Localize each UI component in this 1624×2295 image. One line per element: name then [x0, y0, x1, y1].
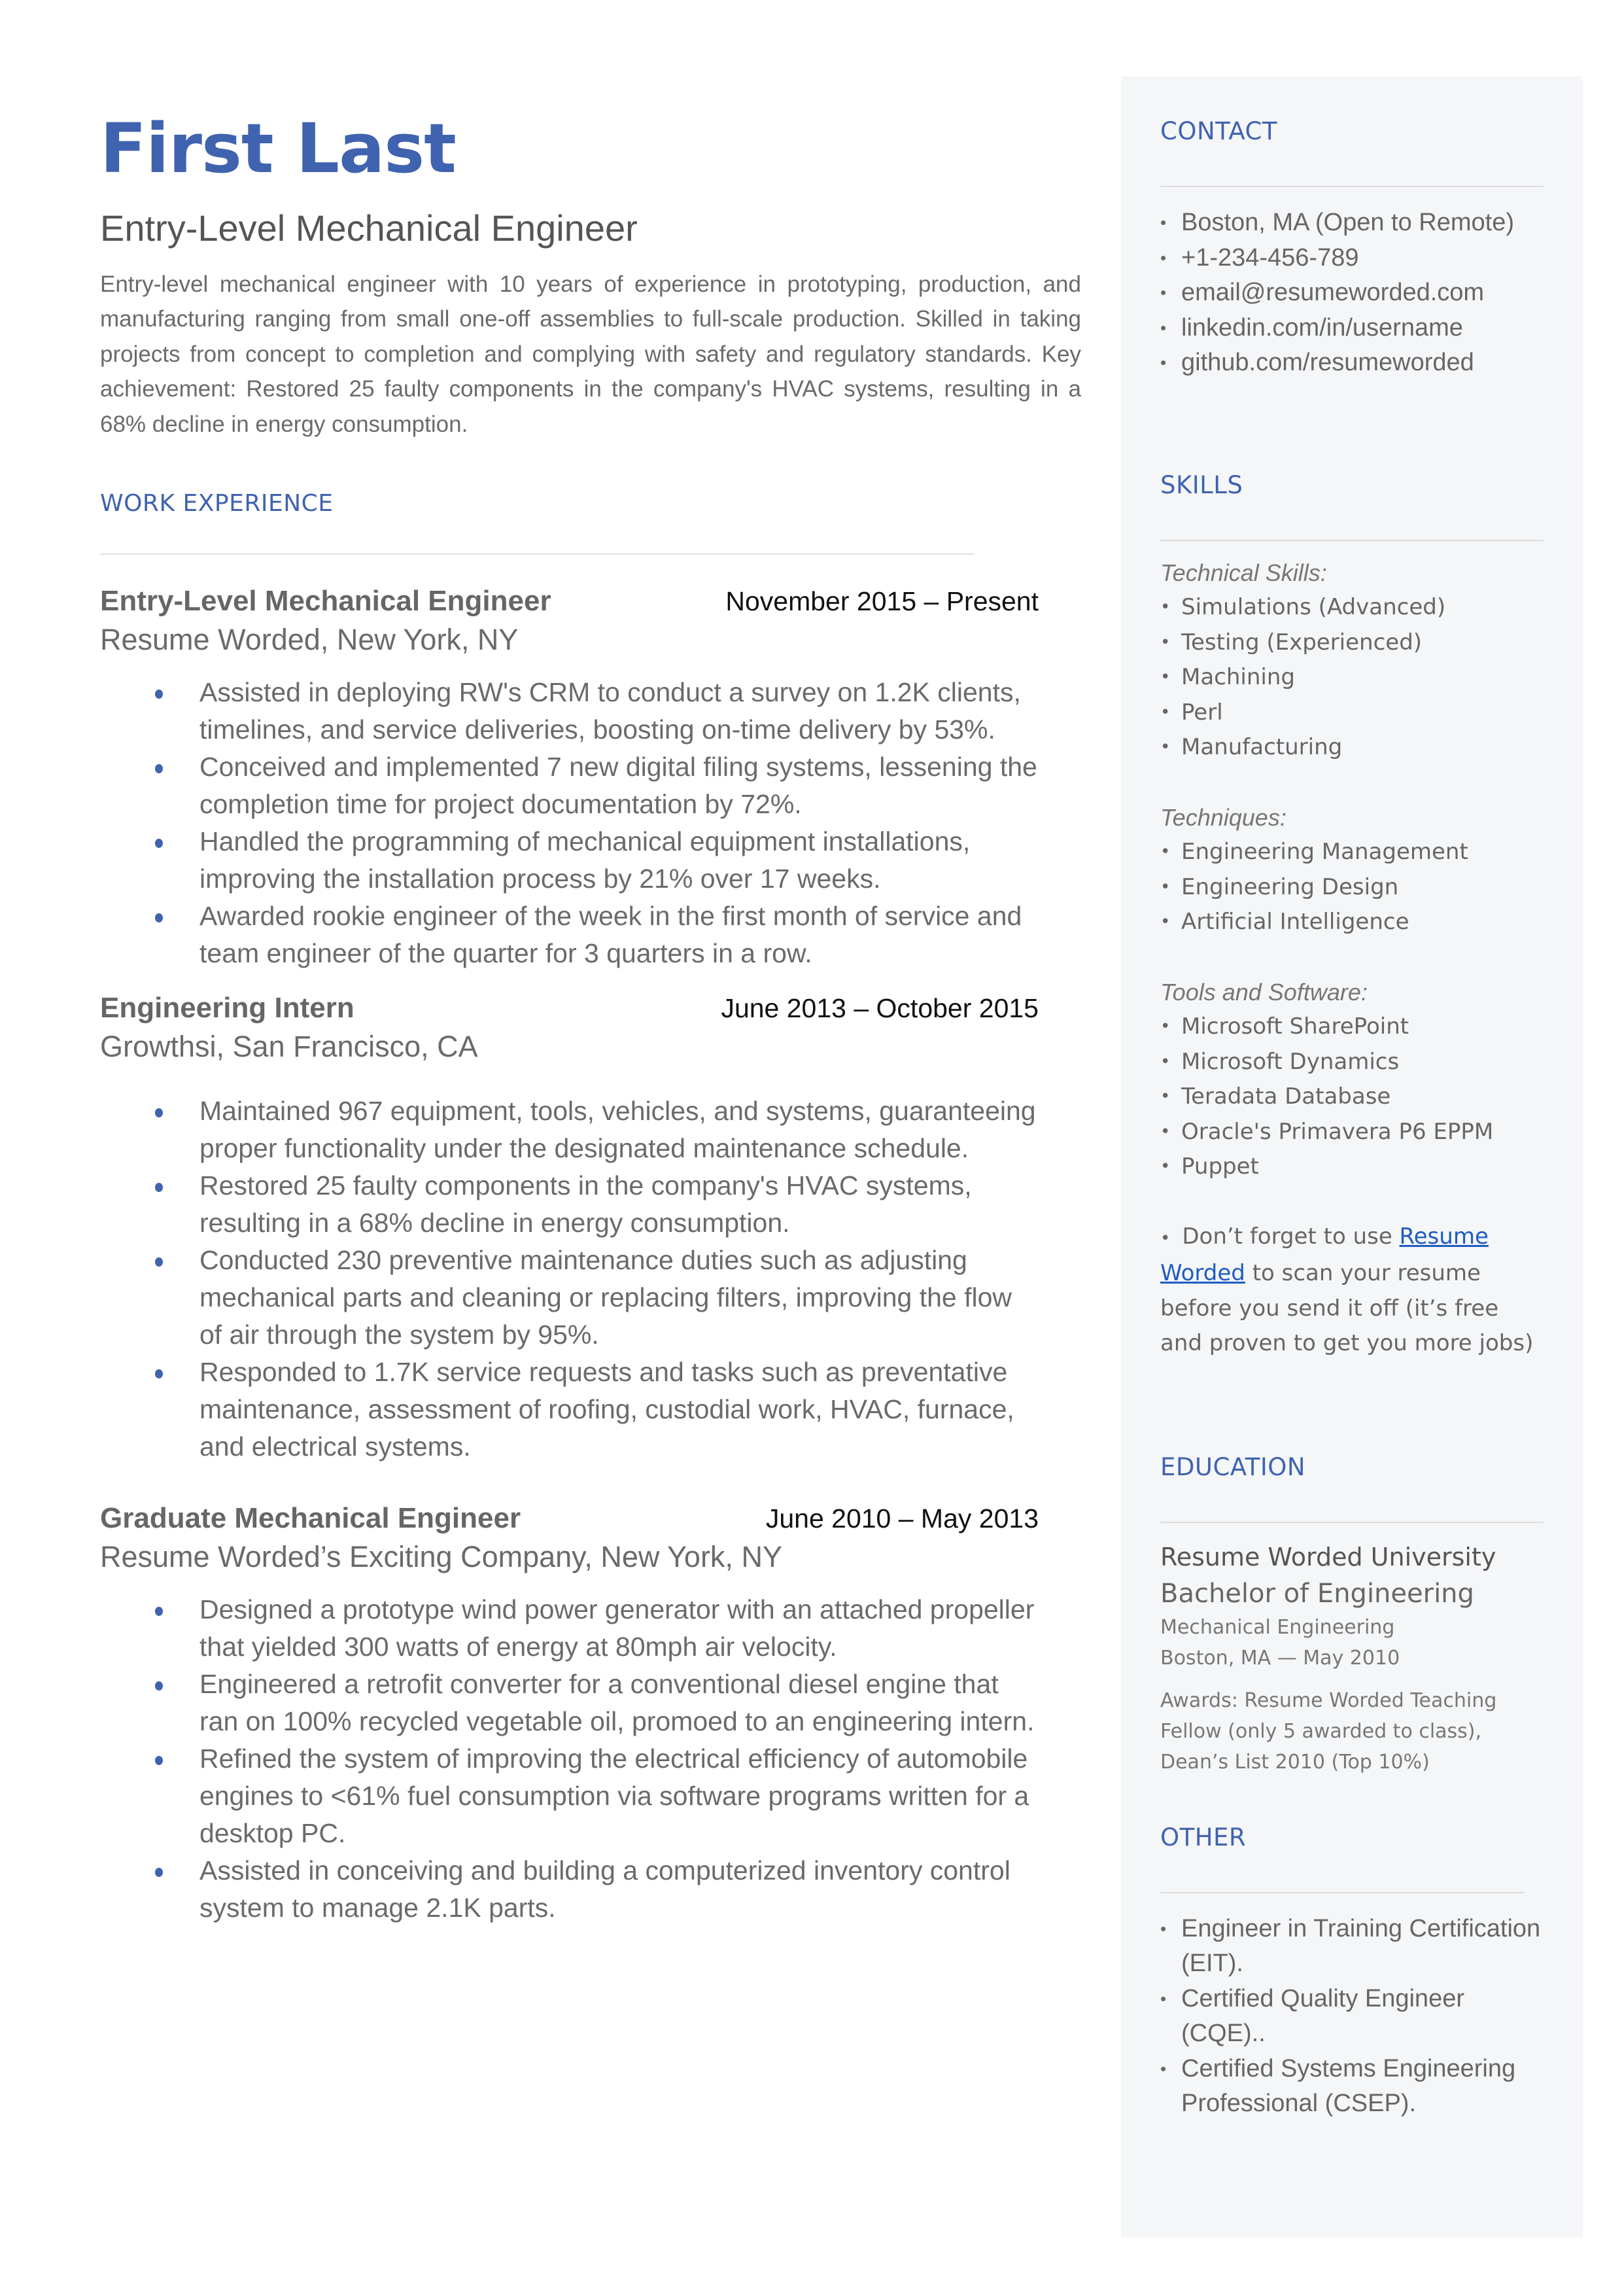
- skill-item: • Teradata Database: [1160, 1079, 1544, 1115]
- main-column: [100, 111, 1081, 1927]
- education-heading: EDUCATION: [1160, 1452, 1306, 1481]
- resume-worded-link[interactable]: Resume Worded: [1160, 1223, 1489, 1286]
- job-dates: June 2010 – May 2013: [765, 1503, 1039, 1534]
- summary-paragraph: Entry-level mechanical engineer with 10 years of experience in prototyping, production, and manufacturing ranging from small one-off assemblies to full-scale production. Skilled in taking projects from concept to completion and complying with safety and regulatory standards. Key achievement: Restored 25 faulty components in the company's HVAC systems, resulting in a 68% decline in energy consumption.: [100, 271, 1081, 437]
- contact-linkedin[interactable]: • linkedin.com/in/username: [1160, 311, 1544, 346]
- job-bullet: Engineered a retrofit converter for a conventional diesel engine that ran on 100% recycled vegetable oil, promoed to an engineering intern.: [199, 1666, 1039, 1740]
- job-company: Growthsi, San Francisco, CA: [100, 1030, 478, 1064]
- education-degree: Bachelor of Engineering: [1160, 1578, 1474, 1609]
- bullet-icon: •: [1160, 1228, 1171, 1248]
- education-field: Mechanical Engineering: [1160, 1615, 1395, 1639]
- job-bullets: [100, 1093, 1039, 1465]
- skill-category-label: Technical Skills:: [1160, 559, 1327, 586]
- contact-location: • Boston, MA (Open to Remote): [1160, 205, 1544, 241]
- job-header: [100, 992, 1039, 1025]
- contact-heading: CONTACT: [1160, 117, 1277, 145]
- skill-list: [1160, 835, 1544, 940]
- job-bullet: Conceived and implemented 7 new digital filing systems, lessening the completion time for project documentation by 72%.: [199, 748, 1039, 823]
- tip-suffix: to scan your resume before you send it off (it’s free and proven to get you more jobs): [1160, 1260, 1534, 1356]
- job-bullets: [100, 674, 1039, 972]
- skills-heading: SKILLS: [1160, 470, 1243, 499]
- job-header: [100, 585, 1039, 618]
- section-divider: [1160, 1522, 1544, 1523]
- other-heading: OTHER: [1160, 1823, 1247, 1851]
- other-list: [1160, 1912, 1544, 2122]
- section-divider: [1160, 186, 1544, 187]
- education-location-date: Boston, MA — May 2010: [1160, 1646, 1400, 1670]
- job-entry: [100, 992, 1039, 1465]
- job-bullet: Assisted in deploying RW's CRM to conduct a survey on 1.2K clients, timelines, and service deliveries, boosting on-time delivery by 53%.: [199, 674, 1039, 748]
- skill-item: • Manufacturing: [1160, 730, 1544, 765]
- job-dates: November 2015 – Present: [725, 586, 1039, 617]
- tip-prefix: Don’t forget to use: [1182, 1223, 1400, 1250]
- certification-item: • Engineer in Training Certification (EIT).: [1160, 1912, 1544, 1982]
- work-experience-heading: WORK EXPERIENCE: [100, 490, 334, 517]
- skill-list: [1160, 1009, 1544, 1185]
- contact-email[interactable]: • email@resumeworded.com: [1160, 275, 1544, 311]
- job-title: Graduate Mechanical Engineer: [100, 1502, 521, 1535]
- education-awards: Awards: Resume Worded Teaching Fellow (only 5 awarded to class), Dean’s List 2010 (Top 10%): [1160, 1689, 1497, 1774]
- job-bullets: [100, 1591, 1039, 1927]
- skill-item: • Oracle's Primavera P6 EPPM: [1160, 1115, 1544, 1150]
- contact-phone[interactable]: • +1-234-456-789: [1160, 241, 1544, 276]
- job-title: Engineering Intern: [100, 992, 354, 1025]
- job-bullet: Responded to 1.7K service requests and tasks such as preventative maintenance, assessment of roofing, custodial work, HVAC, furnace, and electrical systems.: [199, 1354, 1039, 1465]
- skill-item: • Perl: [1160, 695, 1544, 731]
- job-bullet: Handled the programming of mechanical equipment installations, improving the installation process by 21% over 17 weeks.: [199, 823, 1039, 898]
- section-divider: [100, 553, 975, 555]
- candidate-title: Entry-Level Mechanical Engineer: [100, 207, 638, 249]
- job-dates: June 2013 – October 2015: [721, 993, 1039, 1024]
- candidate-name: First Last: [100, 109, 456, 188]
- job-bullet: Refined the system of improving the electrical efficiency of automobile engines to <61% fuel consumption via software programs written for a desktop PC.: [199, 1740, 1039, 1852]
- job-title: Entry-Level Mechanical Engineer: [100, 585, 551, 618]
- education-school: Resume Worded University: [1160, 1542, 1496, 1571]
- sidebar-content: [1160, 117, 1544, 2122]
- skill-item: • Microsoft Dynamics: [1160, 1045, 1544, 1080]
- skill-category-label: Techniques:: [1160, 803, 1287, 831]
- job-bullet: Awarded rookie engineer of the week in the first month of service and team engineer of the quarter for 3 quarters in a row.: [199, 898, 1039, 972]
- skill-item: • Engineering Design: [1160, 870, 1544, 905]
- skill-item: • Artificial Intelligence: [1160, 905, 1544, 940]
- sidebar: [1121, 77, 1583, 2237]
- job-bullet: Designed a prototype wind power generator with an attached propeller that yielded 300 watts of energy at 80mph air velocity.: [199, 1591, 1039, 1666]
- contact-github[interactable]: • github.com/resumeworded: [1160, 345, 1544, 381]
- section-divider: [1160, 1892, 1524, 1893]
- certification-item: • Certified Systems Engineering Professional (CSEP).: [1160, 2052, 1544, 2122]
- job-bullet: Restored 25 faulty components in the company's HVAC systems, resulting in a 68% decline in energy consumption.: [199, 1167, 1039, 1242]
- skill-item: • Machining: [1160, 660, 1544, 695]
- section-divider: [1160, 540, 1544, 541]
- skill-item: • Simulations (Advanced): [1160, 590, 1544, 625]
- skill-item: • Microsoft SharePoint: [1160, 1009, 1544, 1045]
- contact-list: [1160, 205, 1544, 381]
- skill-list: [1160, 590, 1544, 765]
- job-entry: [100, 585, 1039, 972]
- skill-item: • Puppet: [1160, 1149, 1544, 1185]
- job-company: Resume Worded’s Exciting Company, New York, NY: [100, 1540, 782, 1574]
- job-bullet: Maintained 967 equipment, tools, vehicles, and systems, guaranteeing proper functionality under the designated maintenance schedule.: [199, 1093, 1039, 1167]
- skill-item: • Testing (Experienced): [1160, 625, 1544, 661]
- job-company: Resume Worded, New York, NY: [100, 623, 519, 657]
- job-header: [100, 1502, 1039, 1535]
- skill-category-label: Tools and Software:: [1160, 978, 1368, 1006]
- certification-item: • Certified Quality Engineer (CQE)..: [1160, 1982, 1544, 2052]
- job-entry: [100, 1502, 1039, 1927]
- skill-item: • Engineering Management: [1160, 835, 1544, 870]
- job-bullet: Conducted 230 preventive maintenance duties such as adjusting mechanical parts and cleaning or replacing filters, improving the flow of air through the system by 95%.: [199, 1242, 1039, 1354]
- resume-worded-tip: [1160, 1219, 1544, 1361]
- job-bullet: Assisted in conceiving and building a computerized inventory control system to manage 2.1K parts.: [199, 1852, 1039, 1927]
